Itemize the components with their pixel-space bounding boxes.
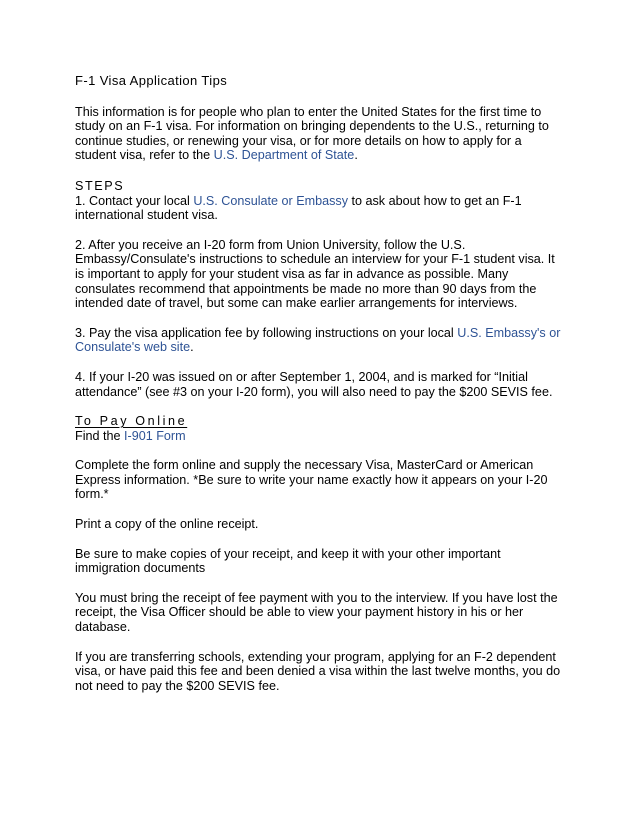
find-form-text: Find the <box>75 428 125 443</box>
print-receipt-paragraph: Print a copy of the online receipt. <box>75 517 259 532</box>
transfer-exemption-paragraph: If you are transferring schools, extending your program, applying for an F-2 dependent visa, or have paid this fee and been denied a visa within the last twelve months, you do not need to pay the $200 SEVIS fee. <box>75 649 561 693</box>
step-3-text-before: 3. Pay the visa application fee by following instructions on your local <box>75 325 458 340</box>
step-2-paragraph: 2. After you receive an I-20 form from Union University, follow the U.S. Embassy/Consulate's instructions to schedule an interview for your F-1 student visa. It is important to apply for your student visa as far in advance as possible. Many consulates recommend that appointments be made no more than 90 days from the intended date of travel, but some can make earlier arrangements for interviews. <box>75 237 555 311</box>
i-901-form-link[interactable]: I-901 Form <box>124 428 186 443</box>
step-1-text-after: to ask about how to get an F-1 international student visa. <box>75 193 522 223</box>
embassy-consulate-website-link[interactable]: U.S. Embassy's or Consulate's web site <box>75 325 561 355</box>
pay-online-heading: To Pay Online <box>75 414 188 429</box>
bring-receipt-paragraph: You must bring the receipt of fee payment with you to the interview. If you have lost the receipt, the Visa Officer should be able to view your payment history in his or her database. <box>75 590 558 635</box>
intro-text: This information is for people who plan to enter the United States for the first time to study on an F-1 visa. For information on bringing dependents to the U.S., returning to continue studies, or renewing your visa, or for more details on how to apply for a student visa, refer to the <box>75 104 549 163</box>
step-3-paragraph <box>75 326 565 355</box>
step-1-text-before: 1. Contact your local <box>75 193 194 208</box>
step-4-paragraph: 4. If your I-20 was issued on or after September 1, 2004, and is marked for “Initial attendance” (see #3 on your I-20 form), you will also need to pay the $200 SEVIS fee. <box>75 369 553 399</box>
make-copies-paragraph: Be sure to make copies of your receipt, and keep it with your other important immigration documents <box>75 546 501 576</box>
find-form-paragraph <box>75 429 565 444</box>
step-1-paragraph <box>75 194 565 223</box>
document-title: F-1 Visa Application Tips <box>75 73 228 88</box>
step-3-period: . <box>190 340 194 355</box>
document-page <box>75 74 565 693</box>
steps-heading: STEPS <box>75 178 125 193</box>
us-department-of-state-link[interactable]: U.S. Department of State <box>213 148 355 163</box>
us-consulate-or-embassy-link[interactable]: U.S. Consulate or Embassy <box>193 193 348 208</box>
intro-paragraph <box>75 105 565 163</box>
complete-form-paragraph: Complete the form online and supply the necessary Visa, MasterCard or American Express information. *Be sure to write your name exactly how it appears on your I-20 form.* <box>75 458 548 502</box>
intro-period: . <box>354 148 358 163</box>
